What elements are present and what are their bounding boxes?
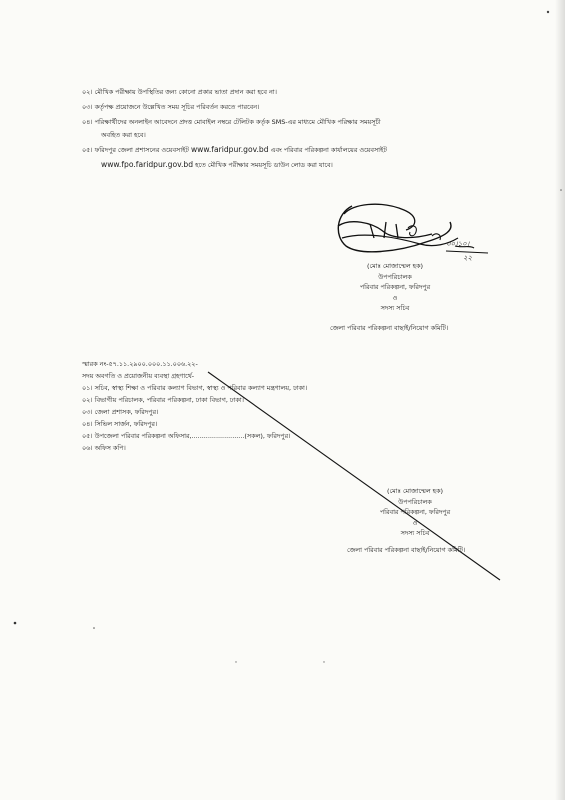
- signature-date-2: ২২: [463, 254, 473, 262]
- signer-2-office: পরিবার পরিকল্পনা, ফরিদপুর: [379, 508, 451, 516]
- signer-office: পরিবার পরিকল্পনা, ফরিদপুর: [359, 283, 431, 291]
- recipient-3: ০৩। জেলা প্রশাসক, ফরিদপুর।: [82, 408, 159, 416]
- term-3-number: ০৩।: [82, 103, 93, 111]
- signer-2-role: সদস্য সচিব: [400, 529, 430, 537]
- term-5-continuation-text: হতে মৌখিক পরীক্ষার সময়সূচি ডাউন লোড করা যাবে।: [195, 161, 333, 169]
- recipient-2: ০২। বিভাগীয় পরিচালক, পরিবার পরিকল্পনা, ঢাকা বিভাগ, ঢাকা।: [82, 396, 244, 404]
- recipient-6: ০৬। অফিস কপি।: [82, 444, 126, 452]
- recipient-4: ০৪। সিভিল সার্জন, ফরিদপুর।: [82, 420, 158, 428]
- term-5-text: ফরিদপুর জেলা প্রশাসনের ওয়েবসাইট: [94, 146, 189, 154]
- signer-2-committee: জেলা পরিবার পরিকল্পনা বাছাই/নিয়োগ কমিটি।: [347, 546, 466, 554]
- recipient-5: ০৫। উপজেলা পরিবার পরিকল্পনা অফিসার,..........................(সকল), ফরিদপুর।: [82, 432, 291, 440]
- term-2-number: ০২।: [82, 88, 93, 96]
- term-3-text: কর্তৃপক্ষ প্রয়োজনে উল্লেখিত সময় সূচির পরিবর্তন করতে পারবেন।: [94, 103, 260, 111]
- term-5-text-2: এবং পরিবার পরিকল্পনা কার্যালয়ের ওয়েবসাইট: [270, 146, 387, 154]
- term-4-continuation: অবহিত করা হবে।: [101, 131, 146, 139]
- memo-intro: সদয় অবগতি ও প্রয়োজনীয় ব্যবস্থা গ্রহণার্থে-: [82, 372, 195, 380]
- term-4-number: ০৪।: [82, 118, 93, 126]
- district-website-link[interactable]: www.faridpur.gov.bd: [190, 145, 269, 154]
- signer-committee: জেলা পরিবার পরিকল্পনা বাছাই/নিয়োগ কমিটি।: [330, 324, 449, 332]
- signer-2-title: উপপরিচালক: [398, 497, 432, 506]
- term-2-text: মৌখিক পরীক্ষায় উপস্থিতির জন্য কোনো প্রকার ভাতা প্রদান করা হবে না।: [94, 88, 277, 96]
- signer-2-and: ও: [412, 518, 418, 527]
- signer-title: উপপরিচালক: [378, 272, 412, 281]
- signer-role: সদস্য সচিব: [380, 304, 410, 312]
- memo-reference: স্মারক নং-৫৭.১১.২৯০০.০০০.১১.০০৬.২২-: [82, 360, 198, 368]
- signer-2-name: (মোঃ মোজাম্মেল হক): [387, 487, 443, 495]
- recipient-1: ০১। সচিব, স্বাস্থ্য শিক্ষা ও পরিবার কল্যাণ বিভাগ, স্বাস্থ্য ও পরিবার কল্যাণ মন্ত্রণালয়, ঢাকা।: [82, 384, 308, 392]
- term-5-number: ০৫।: [82, 146, 93, 154]
- term-4-text: পরিক্ষার্থীদের অনলাইন আবেদনে প্রদত্ত মোবাইল নম্বরে টেলিটক কর্তৃক SMS-এর মাধ্যমে মৌখিক পরিক্ষার সময়সূচী: [94, 118, 381, 126]
- signer-name: (মোঃ মোজাম্মেল হক): [367, 262, 423, 270]
- fpo-website-link[interactable]: www.fpo.faridpur.gov.bd: [101, 160, 194, 169]
- signer-and: ও: [392, 293, 398, 302]
- signature-date-1: ৩০।১০।: [446, 240, 470, 248]
